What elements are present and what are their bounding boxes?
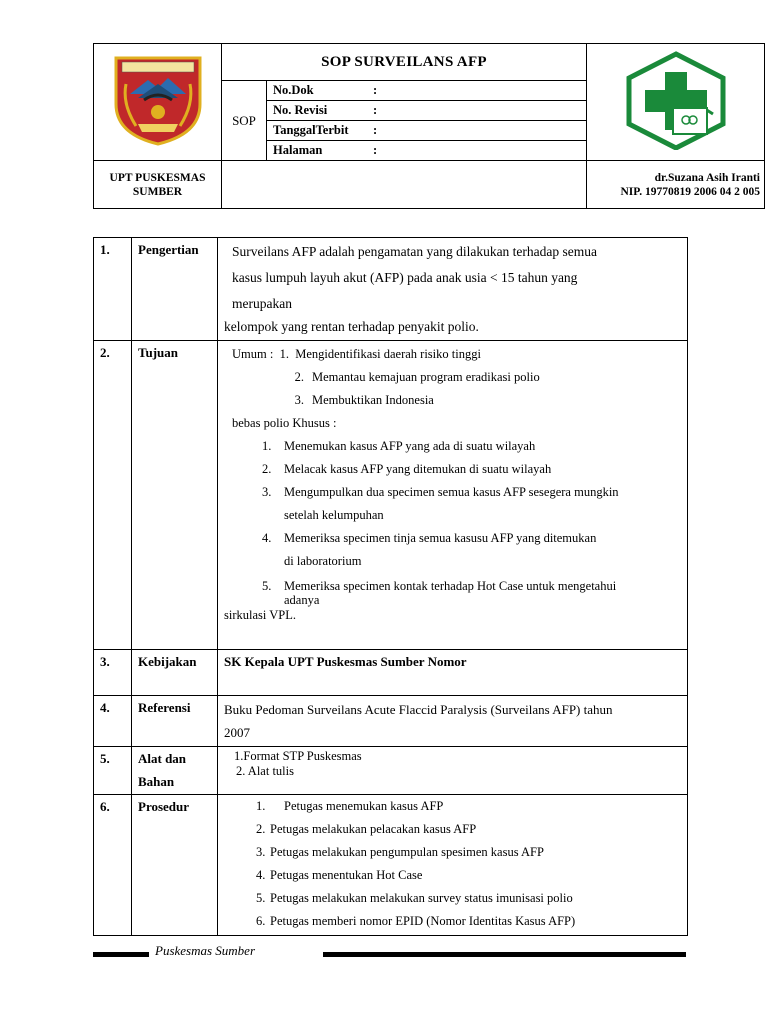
row-number: 2. [94, 341, 132, 650]
halaman-label: Halaman [273, 143, 323, 157]
row-referensi [94, 696, 688, 747]
text-line: 2007 [224, 725, 250, 740]
umum-item: 2. Memantau kemajuan program eradikasi polio [294, 370, 540, 384]
list-continuation: di laboratorium [284, 554, 362, 568]
no-dok-row [267, 81, 587, 101]
sop-content-table [93, 237, 688, 936]
row-kebijakan [94, 650, 688, 696]
blank-cell [222, 161, 587, 209]
list-item: Petugas melakukan pelacakan kasus AFP [270, 822, 477, 836]
list-item: Menemukan kasus AFP yang ada di suatu wilayah [284, 439, 536, 453]
row-prosedur [94, 795, 688, 936]
row-number: 3. [94, 650, 132, 696]
umum-prefix: Umum : [232, 347, 274, 361]
page-title: SOP SURVEILANS AFP [222, 44, 587, 81]
prosedur-item: 2. Petugas melakukan pelacakan kasus AFP [256, 822, 477, 836]
row-number: 4. [94, 696, 132, 747]
list-item: Membuktikan Indonesia [312, 393, 434, 407]
row-label: Prosedur [132, 795, 218, 936]
tujuan-content [218, 341, 688, 650]
no-revisi-colon: : [373, 103, 378, 117]
list-item: Petugas melakukan melakukan survey status imunisasi polio [270, 891, 573, 905]
row-label: Kebijakan [132, 650, 218, 696]
sop-label: SOP [222, 81, 267, 161]
signer-cell [587, 161, 765, 209]
footer-rule-left [93, 952, 149, 957]
signer-nip: NIP. 19770819 2006 04 2 005 [620, 185, 760, 198]
list-item: Mengumpulkan dua specimen semua kasus AFP sesegera mungkin [284, 485, 619, 499]
tanggal-label: TanggalTerbit [273, 123, 349, 137]
row-pengertian [94, 238, 688, 341]
list-item: Petugas menentukan Hot Case [270, 868, 423, 882]
no-revisi-label: No. Revisi [273, 103, 328, 117]
prosedur-content [218, 795, 688, 936]
org-name-cell [94, 161, 222, 209]
list-item: Petugas menemukan kasus AFP [284, 799, 444, 813]
text-line: Surveilans AFP adalah pengamatan yang dilakukan terhadap semua [232, 244, 598, 259]
referensi-content [218, 696, 688, 747]
tujuan-tail: sirkulasi VPL. [224, 608, 296, 622]
khusus-item: 5. Memeriksa specimen kontak terhadap Hot Case untuk mengetahui [262, 579, 617, 593]
prosedur-item: 6. Petugas memberi nomor EPID (Nomor Identitas Kasus AFP) [256, 914, 576, 928]
no-dok-label: No.Dok [273, 83, 314, 97]
halaman-row [267, 141, 587, 161]
row-number: 1. [94, 238, 132, 341]
khusus-item: 1. Menemukan kasus AFP yang ada di suatu wilayah [262, 439, 536, 453]
row-alat [94, 747, 688, 795]
footer-text: Puskesmas Sumber [155, 943, 256, 958]
regency-logo-cell [94, 44, 222, 161]
list-item: Petugas melakukan pengumpulan spesimen kasus AFP [270, 845, 544, 859]
row-label: Pengertian [132, 238, 218, 341]
row-label-line: Bahan [138, 774, 175, 789]
list-continuation: setelah kelumpuhan [284, 508, 384, 522]
list-item: Melacak kasus AFP yang ditemukan di suatu wilayah [284, 462, 552, 476]
halaman-colon: : [373, 143, 378, 157]
row-label-line: Alat dan [138, 751, 187, 766]
header-table [93, 43, 765, 209]
umum-line: Umum : 1. Mengidentifikasi daerah risiko tinggi [232, 347, 481, 361]
signer-name: dr.Suzana Asih Iranti [654, 171, 760, 184]
prosedur-item: 4. Petugas menentukan Hot Case [256, 868, 423, 882]
org-line-2: SUMBER [132, 185, 183, 198]
text-line: merupakan [232, 296, 292, 311]
umum-item: 3. Membuktikan Indonesia [294, 393, 434, 407]
puskesmas-logo-icon [621, 50, 731, 150]
text-line: Buku Pedoman Surveilans Acute Flaccid Paralysis (Surveilans AFP) tahun [224, 702, 613, 717]
regency-emblem-icon [108, 54, 208, 146]
khusus-item: 4. Memeriksa specimen tinja semua kasusu AFP yang ditemukan [262, 531, 597, 545]
text-line: kasus lumpuh layuh akut (AFP) pada anak usia < 15 tahun yang [232, 270, 578, 285]
org-line-1: UPT PUSKESMAS [109, 171, 206, 184]
no-dok-colon: : [373, 83, 378, 97]
list-item: 2. Alat tulis [236, 764, 294, 778]
no-revisi-row [267, 101, 587, 121]
alat-content [218, 747, 688, 795]
row-number: 5. [94, 747, 132, 795]
row-number: 6. [94, 795, 132, 936]
list-item: Memantau kemajuan program eradikasi polio [312, 370, 540, 384]
row-label: Referensi [132, 696, 218, 747]
khusus-item: 2. Melacak kasus AFP yang ditemukan di suatu wilayah [262, 462, 552, 476]
list-item: Mengidentifikasi daerah risiko tinggi [295, 347, 481, 361]
list-item: Memeriksa specimen tinja semua kasusu AFP yang ditemukan [284, 531, 597, 545]
tanggal-colon: : [373, 123, 378, 137]
footer-rule-right [323, 952, 686, 957]
list-item: 1.Format STP Puskesmas [234, 749, 362, 763]
prosedur-item: 3. Petugas melakukan pengumpulan spesimen kasus AFP [256, 845, 544, 859]
list-continuation: adanya [284, 593, 320, 607]
list-item: Memeriksa specimen kontak terhadap Hot Case untuk mengetahui [284, 579, 617, 593]
kebijakan-content: SK Kepala UPT Puskesmas Sumber Nomor [218, 650, 688, 696]
prosedur-item: 1. Petugas menemukan kasus AFP [256, 799, 444, 813]
khusus-line: bebas polio Khusus : [232, 416, 337, 430]
text-line: kelompok yang rentan terhadap penyakit polio. [224, 319, 479, 334]
row-label [132, 747, 218, 795]
puskesmas-logo-cell [587, 44, 765, 161]
pengertian-content [218, 238, 688, 341]
row-label: Tujuan [132, 341, 218, 650]
tanggal-row [267, 121, 587, 141]
row-tujuan [94, 341, 688, 650]
prosedur-item: 5. Petugas melakukan melakukan survey status imunisasi polio [256, 891, 573, 905]
list-item: Petugas memberi nomor EPID (Nomor Identitas Kasus AFP) [270, 914, 576, 928]
khusus-item: 3. Mengumpulkan dua specimen semua kasus AFP sesegera mungkin [262, 485, 619, 499]
